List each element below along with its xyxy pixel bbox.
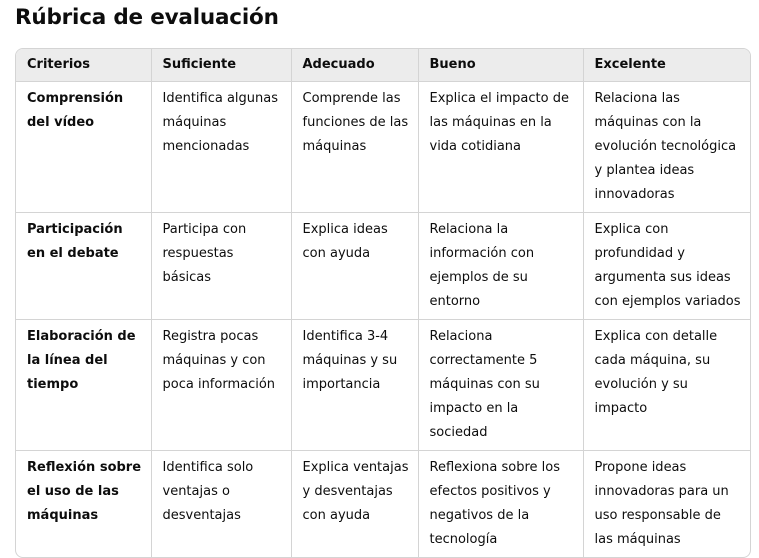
page-title: Rúbrica de evaluación <box>15 5 279 30</box>
criterion-cell: Participación en el debate <box>16 213 151 320</box>
excelente-cell: Propone ideas innovadoras para un uso responsable de las máquinas <box>594 460 729 547</box>
table-row <box>16 320 750 451</box>
header-criterios: Criterios <box>16 49 151 82</box>
suficiente-cell: Identifica algunas máquinas mencionadas <box>151 82 291 213</box>
excelente-cell: Relaciona las máquinas con la evolución tecnológica y plantea ideas innovadoras <box>583 82 750 213</box>
header-bueno: Bueno <box>418 49 583 82</box>
excelente-cell: Explica con profundidad y argumenta sus ideas con ejemplos variados <box>583 213 750 320</box>
suficiente-cell: Identifica solo ventajas o desventajas <box>151 451 291 558</box>
rubric-table <box>16 49 750 557</box>
bueno-cell: Relaciona la información con ejemplos de su entorno <box>418 213 583 320</box>
header-excelente: Excelente <box>583 49 750 82</box>
bueno-cell: Relaciona correctamente 5 máquinas con su impacto en la sociedad <box>418 320 583 451</box>
table-row <box>16 213 750 320</box>
adecuado-cell: Explica ideas con ayuda <box>291 213 418 320</box>
suficiente-cell: Registra pocas máquinas y con poca información <box>151 320 291 451</box>
bueno-cell: Explica el impacto de las máquinas en la vida cotidiana <box>418 82 583 213</box>
table-header-row <box>16 49 750 82</box>
header-adecuado: Adecuado <box>291 49 418 82</box>
adecuado-cell: Explica ventajas y desventajas con ayuda <box>291 451 418 558</box>
bueno-cell: Reflexiona sobre los efectos positivos y negativos de la tecnología <box>418 451 583 558</box>
criterion-cell: Reflexión sobre el uso de las máquinas <box>16 451 151 558</box>
rubric-table-container <box>15 48 751 558</box>
suficiente-cell: Participa con respuestas básicas <box>151 213 291 320</box>
excelente-cell: Explica con detalle cada máquina, su evolución y su impacto <box>583 320 750 451</box>
adecuado-cell: Identifica 3-4 máquinas y su importancia <box>291 320 418 451</box>
table-row <box>16 82 750 213</box>
table-row <box>16 451 750 558</box>
criterion-cell: Elaboración de la línea del tiempo <box>16 320 151 451</box>
criterion-cell: Comprensión del vídeo <box>16 82 151 213</box>
header-suficiente: Suficiente <box>151 49 291 82</box>
adecuado-cell: Comprende las funciones de las máquinas <box>291 82 418 213</box>
